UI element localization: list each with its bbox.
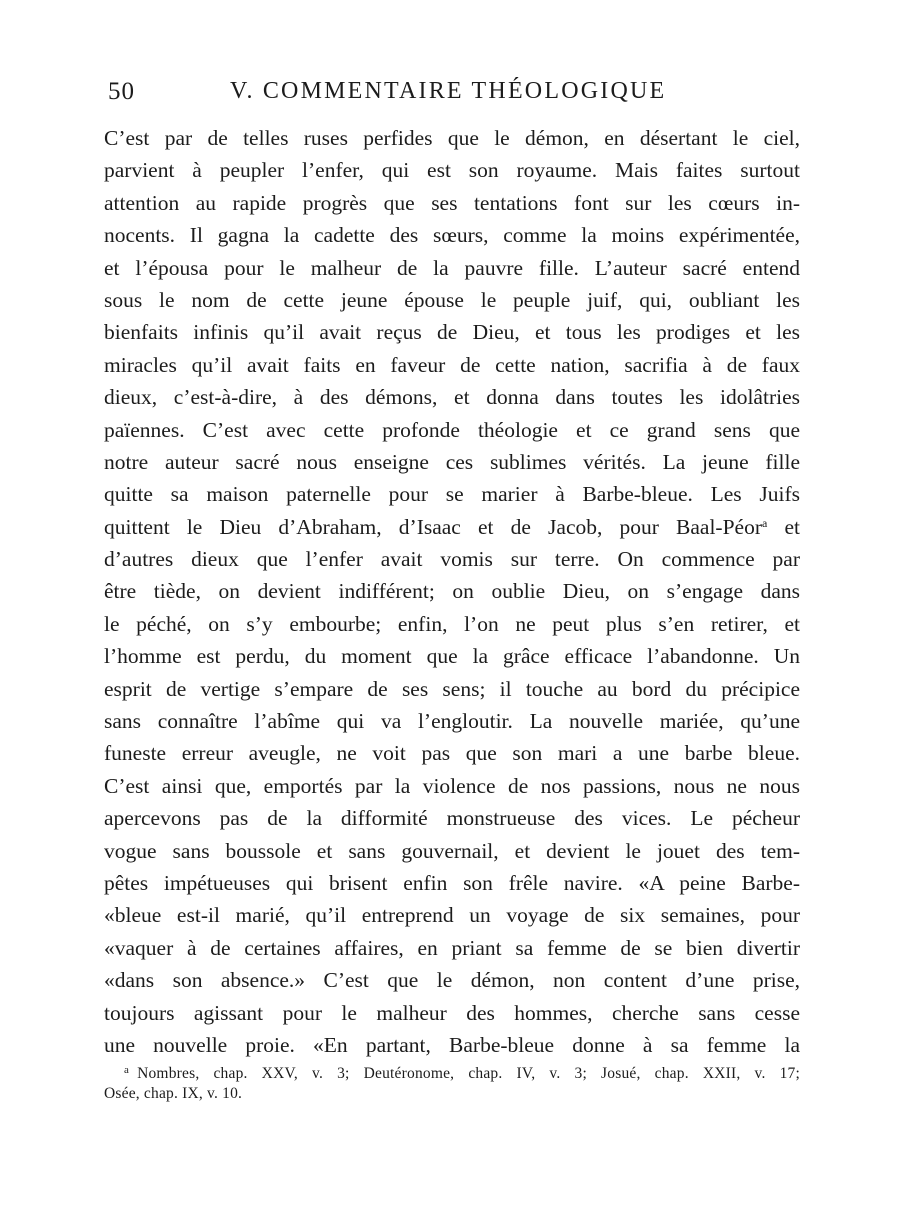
body-text <box>104 122 800 1061</box>
text-line: apercevons pas de la difformité monstrueuse des vices. Le pécheur <box>104 806 800 831</box>
footnote-mark: a <box>124 1064 130 1076</box>
text-line: être tiède, on devient indifférent; on oublie Dieu, on s’engage dans <box>104 579 800 604</box>
page-number: 50 <box>108 78 135 105</box>
text-line-tail: et <box>767 514 800 539</box>
text-line: bienfaits infinis qu’il avait reçus de Dieu, et tous les prodiges et les <box>104 320 800 345</box>
text-line: «bleue est-il marié, qu’il entreprend un voyage de six semaines, pour <box>104 903 800 928</box>
text-line: «dans son absence.» C’est que le démon, non content d’une prise, <box>104 968 800 993</box>
text-line: dieux, c’est-à-dire, à des démons, et donna dans toutes les idolâtries <box>104 385 800 410</box>
text-line: miracles qu’il avait faits en faveur de cette nation, sacrifia à de faux <box>104 352 800 377</box>
text-line: le péché, on s’y embourbe; enfin, l’on ne peut plus s’en retirer, et <box>104 611 800 636</box>
text-line: l’homme est perdu, du moment que la grâce efficace l’abandonne. Un <box>104 644 800 669</box>
text-line: une nouvelle proie. «En partant, Barbe-bleue donne à sa femme la <box>104 1032 800 1057</box>
text-line: sous le nom de cette jeune épouse le peuple juif, qui, oubliant les <box>104 287 800 312</box>
text-line-main: quittent le Dieu d’Abraham, d’Isaac et de Jacob, pour Baal-Péor <box>104 514 763 539</box>
text-line: d’autres dieux que l’enfer avait vomis sur terre. On commence par <box>104 547 800 572</box>
page-header <box>108 78 808 114</box>
footnote-line: Osée, chap. IX, v. 10. <box>104 1085 243 1102</box>
text-line: attention au rapide progrès que ses tentations font sur les cœurs in- <box>104 190 800 215</box>
text-line: et l’épousa pour le malheur de la pauvre fille. L’auteur sacré entend <box>104 255 800 280</box>
running-head: V. COMMENTAIRE THÉOLOGIQUE <box>230 78 667 104</box>
text-line: toujours agissant pour le malheur des hommes, cherche sans cesse <box>104 1000 800 1025</box>
text-line: pêtes impétueuses qui brisent enfin son frêle navire. «A peine Barbe- <box>104 870 800 895</box>
footnote-ref-mark[interactable]: a <box>762 515 768 530</box>
footnotes <box>104 1058 800 1106</box>
text-line: esprit de vertige s’empare de ses sens; il touche au bord du précipice <box>104 676 800 701</box>
text-line: nocents. Il gagna la cadette des sœurs, comme la moins expérimentée, <box>104 223 800 248</box>
text-line: parvient à peupler l’enfer, qui est son royaume. Mais faites surtout <box>104 158 800 183</box>
text-line: sans connaître l’abîme qui va l’engloutir. La nouvelle mariée, qu’une <box>104 709 800 734</box>
text-line: C’est ainsi que, emportés par la violence de nos passions, nous ne nous <box>104 773 800 798</box>
text-line: C’est par de telles ruses perfides que le démon, en désertant le ciel, <box>104 126 800 150</box>
text-line: funeste erreur aveugle, ne voit pas que son mari a une barbe bleue. <box>104 741 800 766</box>
footnote-line <box>104 1058 800 1082</box>
text-line-with-ref <box>104 511 800 543</box>
text-line: notre auteur sacré nous enseigne ces sublimes vérités. La jeune fille <box>104 449 800 474</box>
text-line: quitte sa maison paternelle pour se marier à Barbe-bleue. Les Juifs <box>104 482 800 507</box>
text-line: vogue sans boussole et sans gouvernail, et devient le jouet des tem- <box>104 838 800 863</box>
text-line: païennes. C’est avec cette profonde théologie et ce grand sens que <box>104 417 800 442</box>
footnote-text: Nombres, chap. XXV, v. 3; Deutéronome, chap. IV, v. 3; Josué, chap. XXII, v. 17; <box>137 1065 800 1082</box>
text-line: «vaquer à de certaines affaires, en priant sa femme de se bien divertir <box>104 935 800 960</box>
